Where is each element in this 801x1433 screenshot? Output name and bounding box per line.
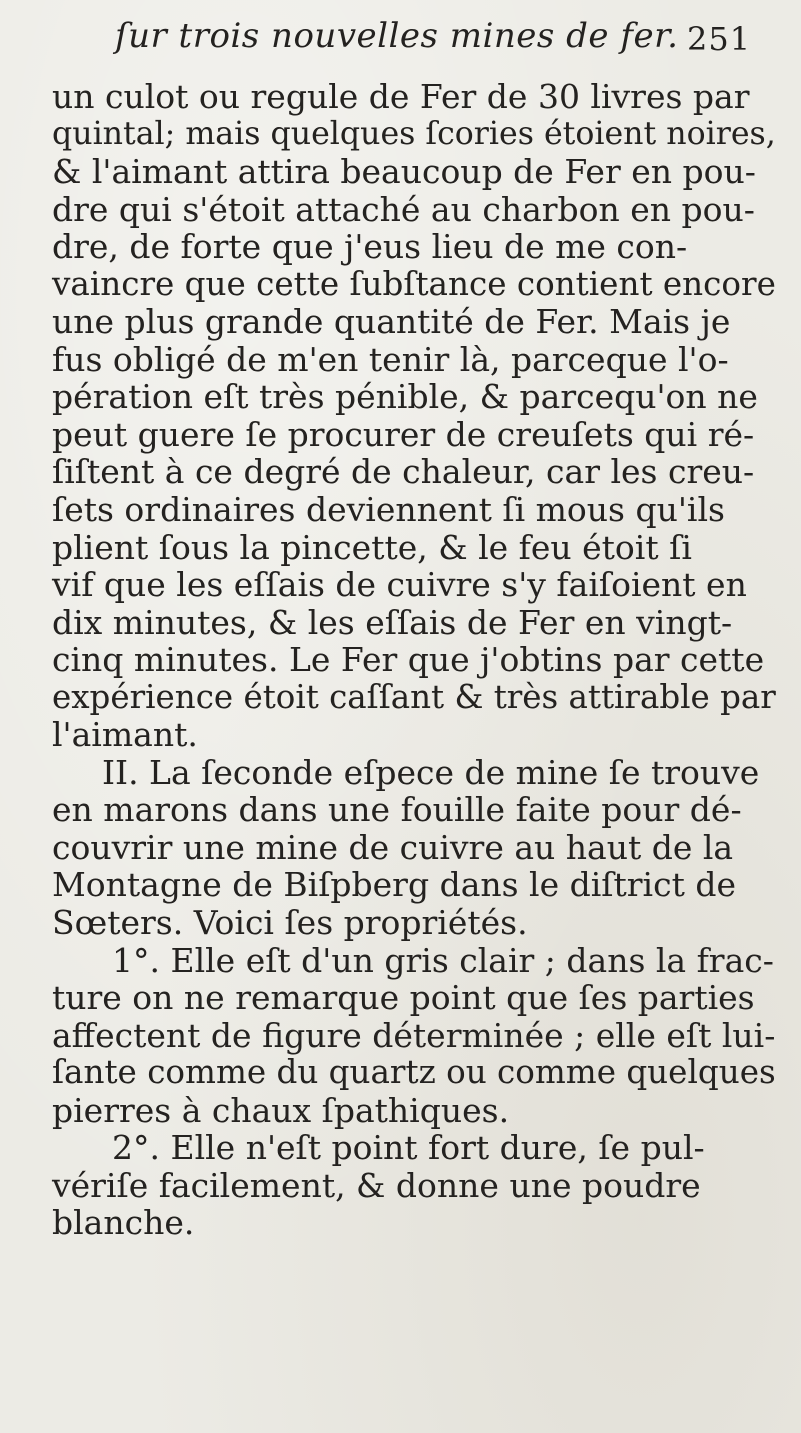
text-line: blanche. xyxy=(52,1203,195,1243)
text-line: pération eſt très pénible, & parcequ'on ne xyxy=(52,377,758,417)
text-line: Sœters. Voici ſes propriétés. xyxy=(52,903,528,943)
text-line: cinq minutes. Le Fer que j'obtins par cette xyxy=(52,640,765,680)
page-number: 251 xyxy=(687,20,752,58)
text-line: une plus grande quantité de Fer. Mais je xyxy=(52,302,731,342)
text-line: vaincre que cette ſubſtance contient encore xyxy=(52,264,776,303)
text-line: vif que les eſſais de cuivre s'y faiſoient en xyxy=(52,565,747,605)
text-line: plient ſous la pincette, & le feu étoit ſi xyxy=(52,527,692,567)
text-line: peut guere ſe procurer de creuſets qui ré- xyxy=(52,414,755,454)
text-line: quintal; mais quelques ſcories étoient noires, xyxy=(52,115,776,152)
text-line: dix minutes, & les eſſais de Fer en vingt- xyxy=(52,602,733,642)
text-line: en marons dans une fouille faite pour dé- xyxy=(52,790,742,830)
text-line: & l'aimant attira beaucoup de Fer en pou- xyxy=(52,152,756,192)
text-line: dre, de forte que j'eus lieu de me con- xyxy=(52,227,688,267)
text-line: couvrir une mine de cuivre au haut de la xyxy=(52,827,734,867)
text-line: vériſe facilement, & donne une poudre xyxy=(52,1165,701,1205)
text-line: dre qui s'étoit attaché au charbon en pou- xyxy=(52,189,755,229)
text-line: Montagne de Biſpberg dans le diſtrict de xyxy=(52,865,736,905)
running-title: ſur trois nouvelles mines de fer. xyxy=(115,16,679,56)
text-line: un culot ou regule de Fer de 30 livres par xyxy=(52,77,750,116)
text-line: pierres à chaux ſpathiques. xyxy=(52,1090,510,1130)
text-line: ſante comme du quartz ou comme quelques xyxy=(52,1053,776,1092)
text-line: l'aimant. xyxy=(52,715,198,755)
text-line: ſets ordinaires deviennent ſi mous qu'ils xyxy=(52,490,725,530)
text-line: expérience étoit caſſant & très attirable par xyxy=(52,677,776,716)
text-line: fus obligé de m'en tenir là, parceque l'o- xyxy=(52,339,729,379)
section-heading-line: II. La ſeconde eſpece de mine ſe trouve xyxy=(102,752,760,792)
body-text xyxy=(52,78,776,1242)
page-header xyxy=(0,16,801,76)
list-item-line: 1°. Elle eſt d'un gris clair ; dans la frac- xyxy=(112,940,774,980)
text-line: affectent de figure déterminée ; elle eſt lui- xyxy=(52,1015,776,1055)
list-item-line: 2°. Elle n'eſt point fort dure, ſe pul- xyxy=(112,1128,705,1168)
text-line: ſiſtent à ce degré de chaleur, car les creu- xyxy=(52,452,755,492)
text-line: ture on ne remarque point que ſes parties xyxy=(52,978,755,1018)
